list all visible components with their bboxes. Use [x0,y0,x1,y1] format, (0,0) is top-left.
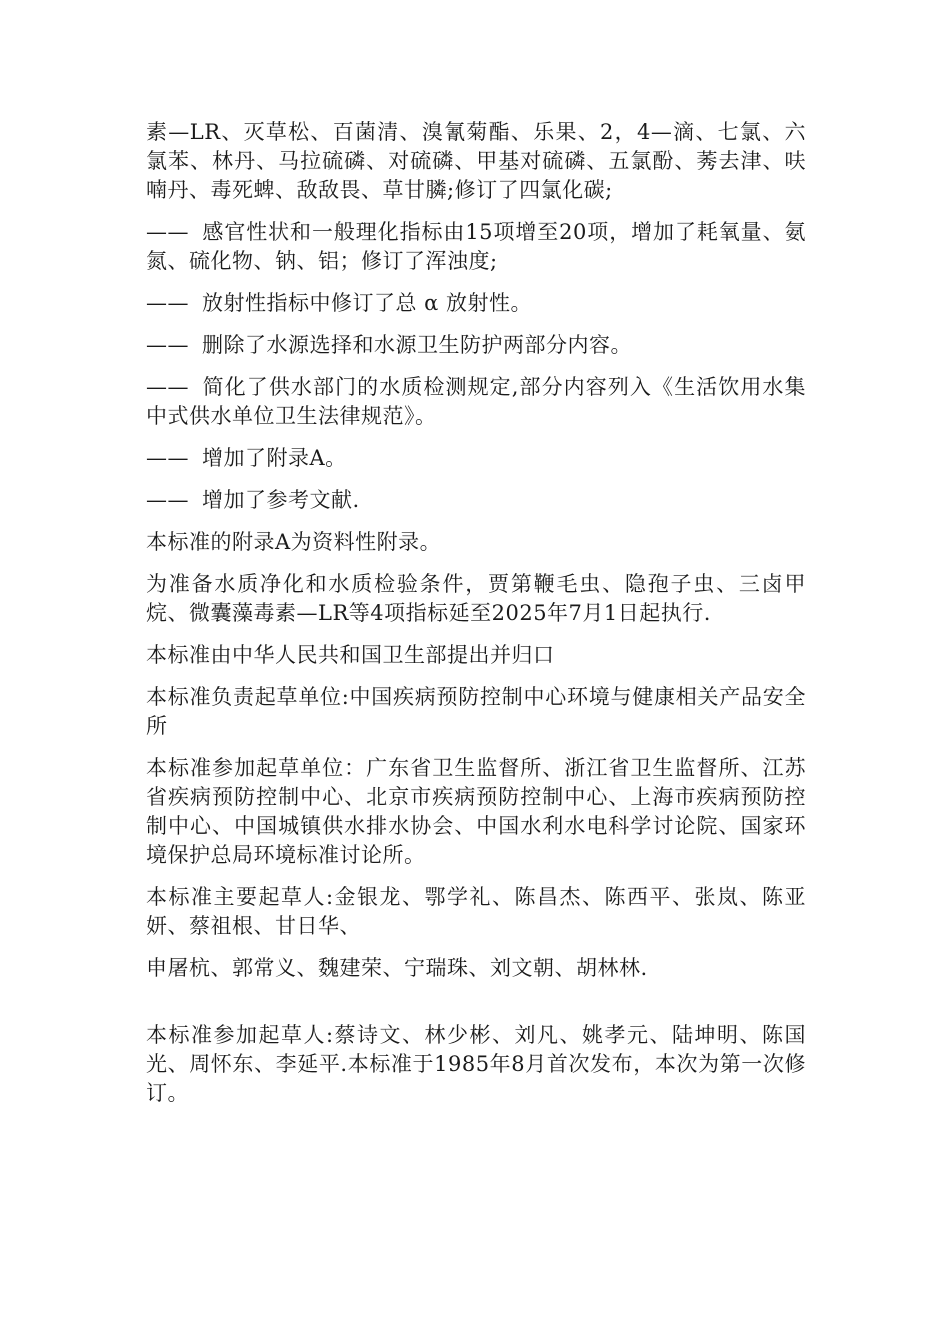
paragraph-proposer [146,641,806,670]
paragraph-text: 本标准的附录A为资料性附录。 [146,530,442,554]
paragraph-appendix-note [146,528,806,557]
paragraph-text: 本标准由中华人民共和国卫生部提出并归口 [146,643,555,667]
list-dash: —— [146,488,189,512]
paragraph-text: 素—LR、灭草松、百菌清、溴氰菊酯、乐果、2，4—滴、七氯、六氯苯、林丹、马拉硫磷、对硫磷、甲基对硫磷、五氯酚、莠去津、呋喃丹、毒死蜱、敌敌畏、草甘膦;修订了四氯化碳; [146,120,806,202]
paragraph-appendix-added [146,444,806,473]
paragraph-sensory-indicators [146,218,806,276]
paragraph-text: 增加了附录A。 [202,446,347,470]
paragraph-implementation-date [146,570,806,628]
list-dash: —— [146,446,189,470]
paragraph-text: 增加了参考文献. [202,488,360,512]
paragraph-pesticide-list [146,118,806,205]
paragraph-main-drafters-continued [146,954,806,983]
paragraph-radioactivity [146,289,806,318]
paragraph-text: 本标准参加起草单位：广东省卫生监督所、浙江省卫生监督所、江苏省疾病预防控制中心、北京市疾病预防控制中心、上海市疾病预防控制中心、中国城镇供水排水协会、中国水利水电科学讨论院、国家环境保护总局环境标准讨论所。 [146,756,806,867]
document-body [146,118,806,1121]
list-dash: —— [146,220,189,244]
paragraph-participating-drafters [146,1021,806,1108]
paragraph-text: 本标准参加起草人:蔡诗文、林少彬、刘凡、姚孝元、陆坤明、陈国光、周怀东、李延平.本标准于1985年8月首次发布，本次为第一次修订。 [146,1023,806,1105]
paragraph-text: 感官性状和一般理化指标由15项增至20项，增加了耗氧量、氨氮、硫化物、钠、铝；修订了浑浊度; [146,220,806,273]
paragraph-water-source-removed [146,331,806,360]
paragraph-text: 删除了水源选择和水源卫生防护两部分内容。 [202,333,632,357]
paragraph-text: 申屠杭、郭常义、魏建荣、宁瑞珠、刘文朝、胡林林. [146,956,648,980]
paragraph-text: 为准备水质净化和水质检验条件，贾第鞭毛虫、隐孢子虫、三卤甲烷、微囊藻毒素—LR等4项指标延至2025年7月1日起执行. [146,572,806,625]
paragraph-responsible-unit [146,683,806,741]
paragraph-main-drafters [146,883,806,941]
paragraph-references-added [146,486,806,515]
list-dash: —— [146,375,189,399]
paragraph-text: 本标准负责起草单位:中国疾病预防控制中心环境与健康相关产品安全所 [146,685,806,738]
list-dash: —— [146,291,189,315]
paragraph-text: 放射性指标中修订了总 α 放射性。 [202,291,533,315]
paragraph-simplified-testing [146,373,806,431]
paragraph-text: 本标准主要起草人:金银龙、鄂学礼、陈昌杰、陈西平、张岚、陈亚妍、蔡祖根、甘日华、 [146,885,806,938]
list-dash: —— [146,333,189,357]
paragraph-text: 简化了供水部门的水质检测规定,部分内容列入《生活饮用水集中式供水单位卫生法律规范》。 [146,375,806,428]
paragraph-participating-units [146,754,806,870]
